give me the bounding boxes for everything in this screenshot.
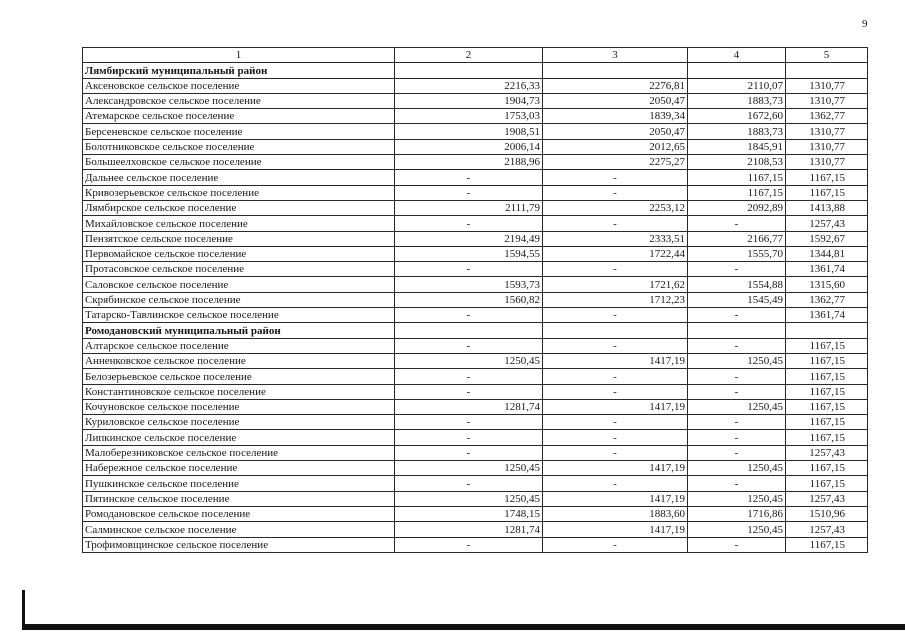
value-col-3: - bbox=[543, 170, 688, 185]
value-col-4: 2166,77 bbox=[688, 231, 786, 246]
value-col-3: - bbox=[543, 216, 688, 231]
table-row bbox=[83, 399, 868, 414]
value-col-2: - bbox=[395, 216, 543, 231]
settlement-name: Малоберезниковское сельское поселение bbox=[83, 445, 395, 460]
value-col-4: 1883,73 bbox=[688, 93, 786, 108]
settlement-name: Липкинское сельское поселение bbox=[83, 430, 395, 445]
value-col-5: 1167,15 bbox=[786, 399, 868, 414]
value-col-3: - bbox=[543, 445, 688, 460]
settlement-name: Дальнее сельское поселение bbox=[83, 170, 395, 185]
table-row bbox=[83, 155, 868, 170]
table-row bbox=[83, 93, 868, 108]
value-col-4: 1250,45 bbox=[688, 353, 786, 368]
table-row bbox=[83, 246, 868, 261]
table-row bbox=[83, 185, 868, 200]
settlement-name: Аксеновское сельское поселение bbox=[83, 78, 395, 93]
value-col-4: - bbox=[688, 445, 786, 460]
settlement-name: Атемарское сельское поселение bbox=[83, 109, 395, 124]
value-col-2: - bbox=[395, 384, 543, 399]
table-header-row bbox=[83, 48, 868, 63]
table-row bbox=[83, 506, 868, 521]
value-col-2: - bbox=[395, 338, 543, 353]
value-col-2: 1560,82 bbox=[395, 292, 543, 307]
value-col-2: 1281,74 bbox=[395, 522, 543, 537]
value-col-5: 1257,43 bbox=[786, 491, 868, 506]
settlement-name: Пензятское сельское поселение bbox=[83, 231, 395, 246]
settlement-name: Кривозерьевское сельское поселение bbox=[83, 185, 395, 200]
value-col-2: - bbox=[395, 476, 543, 491]
value-col-5: 1167,15 bbox=[786, 185, 868, 200]
value-col-3: - bbox=[543, 185, 688, 200]
settlement-name: Трофимовщинское сельское поселение bbox=[83, 537, 395, 552]
settlement-name: Ромодановское сельское поселение bbox=[83, 506, 395, 521]
value-col-2: - bbox=[395, 430, 543, 445]
value-col-2: 2188,96 bbox=[395, 155, 543, 170]
value-col-2: 1908,51 bbox=[395, 124, 543, 139]
value-col-5: 1315,60 bbox=[786, 277, 868, 292]
value-col-2: - bbox=[395, 415, 543, 430]
value-col-5: 1257,43 bbox=[786, 522, 868, 537]
table-row bbox=[83, 353, 868, 368]
value-col-3: 2333,51 bbox=[543, 231, 688, 246]
table-row bbox=[83, 78, 868, 93]
value-col-5: 1167,15 bbox=[786, 430, 868, 445]
value-col-5: 1257,43 bbox=[786, 445, 868, 460]
value-col-4: 1250,45 bbox=[688, 399, 786, 414]
value-col-4: 1554,88 bbox=[688, 277, 786, 292]
value-col-4: - bbox=[688, 308, 786, 323]
table-row bbox=[83, 277, 868, 292]
settlement-name: Кочуновское сельское поселение bbox=[83, 399, 395, 414]
table-row bbox=[83, 476, 868, 491]
value-col-2 bbox=[395, 323, 543, 338]
value-col-5: 1167,15 bbox=[786, 461, 868, 476]
column-header: 3 bbox=[543, 48, 688, 63]
value-col-3: - bbox=[543, 262, 688, 277]
column-header: 2 bbox=[395, 48, 543, 63]
value-col-4 bbox=[688, 323, 786, 338]
value-col-4: - bbox=[688, 415, 786, 430]
value-col-2: 1904,73 bbox=[395, 93, 543, 108]
settlement-name: Лямбирское сельское поселение bbox=[83, 200, 395, 215]
settlement-name: Михайловское сельское поселение bbox=[83, 216, 395, 231]
value-col-5: 1167,15 bbox=[786, 353, 868, 368]
value-col-5: 1413,88 bbox=[786, 200, 868, 215]
value-col-5 bbox=[786, 323, 868, 338]
value-col-3: 1721,62 bbox=[543, 277, 688, 292]
section-row bbox=[83, 63, 868, 78]
value-col-3: - bbox=[543, 369, 688, 384]
value-col-3: - bbox=[543, 430, 688, 445]
value-col-2: 1281,74 bbox=[395, 399, 543, 414]
scan-border-left bbox=[22, 590, 25, 630]
value-col-2: 1594,55 bbox=[395, 246, 543, 261]
value-col-5: 1510,96 bbox=[786, 506, 868, 521]
settlement-name: Набережное сельское поселение bbox=[83, 461, 395, 476]
value-col-4: 1250,45 bbox=[688, 461, 786, 476]
value-col-4: - bbox=[688, 369, 786, 384]
value-col-5: 1310,77 bbox=[786, 93, 868, 108]
settlement-name: Первомайское сельское поселение bbox=[83, 246, 395, 261]
value-col-5: 1167,15 bbox=[786, 476, 868, 491]
value-col-2: 1250,45 bbox=[395, 353, 543, 368]
page-number: 9 bbox=[862, 18, 868, 30]
table-row bbox=[83, 369, 868, 384]
settlement-name: Константиновское сельское поселение bbox=[83, 384, 395, 399]
value-col-4: 1167,15 bbox=[688, 170, 786, 185]
table-row bbox=[83, 384, 868, 399]
value-col-2: - bbox=[395, 445, 543, 460]
settlement-name: Салминское сельское поселение bbox=[83, 522, 395, 537]
table-row bbox=[83, 292, 868, 307]
value-col-5: 1592,67 bbox=[786, 231, 868, 246]
section-title: Лямбирский муниципальный район bbox=[83, 63, 395, 78]
value-col-4: 1250,45 bbox=[688, 491, 786, 506]
settlement-name: Саловское сельское поселение bbox=[83, 277, 395, 292]
value-col-3: 2275,27 bbox=[543, 155, 688, 170]
settlement-name: Большеелховское сельское поселение bbox=[83, 155, 395, 170]
value-col-2: 2006,14 bbox=[395, 139, 543, 154]
value-col-3: - bbox=[543, 415, 688, 430]
value-col-3 bbox=[543, 323, 688, 338]
value-col-2: - bbox=[395, 262, 543, 277]
value-col-5: 1310,77 bbox=[786, 155, 868, 170]
settlement-name: Татарско-Тавлинское сельское поселение bbox=[83, 308, 395, 323]
value-col-5: 1310,77 bbox=[786, 139, 868, 154]
value-col-3: - bbox=[543, 537, 688, 552]
value-col-2: 2194,49 bbox=[395, 231, 543, 246]
value-col-3: 1417,19 bbox=[543, 522, 688, 537]
value-col-4: - bbox=[688, 384, 786, 399]
value-col-3: 1839,34 bbox=[543, 109, 688, 124]
value-col-3: - bbox=[543, 384, 688, 399]
value-col-4: - bbox=[688, 216, 786, 231]
value-col-5: 1344,81 bbox=[786, 246, 868, 261]
table-row bbox=[83, 124, 868, 139]
value-col-5: 1167,15 bbox=[786, 384, 868, 399]
value-col-5: 1257,43 bbox=[786, 216, 868, 231]
table-row bbox=[83, 231, 868, 246]
table-row bbox=[83, 445, 868, 460]
settlement-name: Протасовское сельское поселение bbox=[83, 262, 395, 277]
value-col-2: 1593,73 bbox=[395, 277, 543, 292]
table-row bbox=[83, 430, 868, 445]
value-col-5: 1167,15 bbox=[786, 369, 868, 384]
value-col-3: 2012,65 bbox=[543, 139, 688, 154]
settlement-name: Алтарское сельское поселение bbox=[83, 338, 395, 353]
table-row bbox=[83, 216, 868, 231]
value-col-3: - bbox=[543, 338, 688, 353]
value-col-4: - bbox=[688, 338, 786, 353]
section-title: Ромодановский муниципальный район bbox=[83, 323, 395, 338]
value-col-3: 1417,19 bbox=[543, 461, 688, 476]
table-row bbox=[83, 262, 868, 277]
value-col-4: 2092,89 bbox=[688, 200, 786, 215]
value-col-4: - bbox=[688, 262, 786, 277]
value-col-3: - bbox=[543, 308, 688, 323]
value-col-3: 1417,19 bbox=[543, 353, 688, 368]
value-col-4: 1555,70 bbox=[688, 246, 786, 261]
value-col-3: 2276,81 bbox=[543, 78, 688, 93]
value-col-4: - bbox=[688, 537, 786, 552]
value-col-4: - bbox=[688, 476, 786, 491]
value-col-5: 1167,15 bbox=[786, 537, 868, 552]
settlement-name: Пятинское сельское поселение bbox=[83, 491, 395, 506]
value-col-4: 2108,53 bbox=[688, 155, 786, 170]
value-col-2: - bbox=[395, 369, 543, 384]
settlement-name: Скрябинское сельское поселение bbox=[83, 292, 395, 307]
value-col-5: 1362,77 bbox=[786, 292, 868, 307]
settlement-name: Болотниковское сельское поселение bbox=[83, 139, 395, 154]
value-col-2: - bbox=[395, 308, 543, 323]
table-row bbox=[83, 170, 868, 185]
table-row bbox=[83, 200, 868, 215]
value-col-4: 1250,45 bbox=[688, 522, 786, 537]
value-col-3: 2050,47 bbox=[543, 124, 688, 139]
table-row bbox=[83, 461, 868, 476]
value-col-2 bbox=[395, 63, 543, 78]
value-col-2: 1250,45 bbox=[395, 491, 543, 506]
value-col-2: 2216,33 bbox=[395, 78, 543, 93]
table-row bbox=[83, 415, 868, 430]
table-row bbox=[83, 522, 868, 537]
value-col-4: - bbox=[688, 430, 786, 445]
value-col-2: - bbox=[395, 170, 543, 185]
table-row bbox=[83, 338, 868, 353]
value-col-4: 1845,91 bbox=[688, 139, 786, 154]
value-col-2: - bbox=[395, 537, 543, 552]
settlement-name: Берсеневское сельское поселение bbox=[83, 124, 395, 139]
value-col-5: 1361,74 bbox=[786, 262, 868, 277]
table-row bbox=[83, 139, 868, 154]
value-col-5: 1167,15 bbox=[786, 170, 868, 185]
table-row bbox=[83, 109, 868, 124]
column-header: 5 bbox=[786, 48, 868, 63]
value-col-5: 1362,77 bbox=[786, 109, 868, 124]
table-row bbox=[83, 308, 868, 323]
settlement-name: Белозерьевское сельское поселение bbox=[83, 369, 395, 384]
value-col-4 bbox=[688, 63, 786, 78]
value-col-2: 1748,15 bbox=[395, 506, 543, 521]
value-col-2: 2111,79 bbox=[395, 200, 543, 215]
value-col-2: 1250,45 bbox=[395, 461, 543, 476]
value-col-2: 1753,03 bbox=[395, 109, 543, 124]
scan-border-bottom bbox=[22, 624, 905, 630]
data-table bbox=[82, 47, 868, 553]
table-row bbox=[83, 491, 868, 506]
table-body bbox=[83, 48, 868, 553]
value-col-4: 1883,73 bbox=[688, 124, 786, 139]
value-col-3: 2253,12 bbox=[543, 200, 688, 215]
value-col-4: 2110,07 bbox=[688, 78, 786, 93]
value-col-3: 1722,44 bbox=[543, 246, 688, 261]
value-col-5 bbox=[786, 63, 868, 78]
value-col-4: 1167,15 bbox=[688, 185, 786, 200]
settlement-name: Анненковское сельское поселение bbox=[83, 353, 395, 368]
value-col-5: 1310,77 bbox=[786, 78, 868, 93]
value-col-3: 1883,60 bbox=[543, 506, 688, 521]
value-col-5: 1361,74 bbox=[786, 308, 868, 323]
value-col-3: - bbox=[543, 476, 688, 491]
value-col-4: 1672,60 bbox=[688, 109, 786, 124]
column-header: 1 bbox=[83, 48, 395, 63]
column-header: 4 bbox=[688, 48, 786, 63]
value-col-5: 1167,15 bbox=[786, 338, 868, 353]
settlement-name: Пушкинское сельское поселение bbox=[83, 476, 395, 491]
value-col-4: 1545,49 bbox=[688, 292, 786, 307]
table-row bbox=[83, 537, 868, 552]
value-col-5: 1167,15 bbox=[786, 415, 868, 430]
settlement-name: Александровское сельское поселение bbox=[83, 93, 395, 108]
value-col-3: 1712,23 bbox=[543, 292, 688, 307]
value-col-2: - bbox=[395, 185, 543, 200]
section-row bbox=[83, 323, 868, 338]
value-col-3: 1417,19 bbox=[543, 491, 688, 506]
value-col-3: 1417,19 bbox=[543, 399, 688, 414]
settlement-name: Куриловское сельское поселение bbox=[83, 415, 395, 430]
value-col-4: 1716,86 bbox=[688, 506, 786, 521]
value-col-3: 2050,47 bbox=[543, 93, 688, 108]
value-col-3 bbox=[543, 63, 688, 78]
value-col-5: 1310,77 bbox=[786, 124, 868, 139]
